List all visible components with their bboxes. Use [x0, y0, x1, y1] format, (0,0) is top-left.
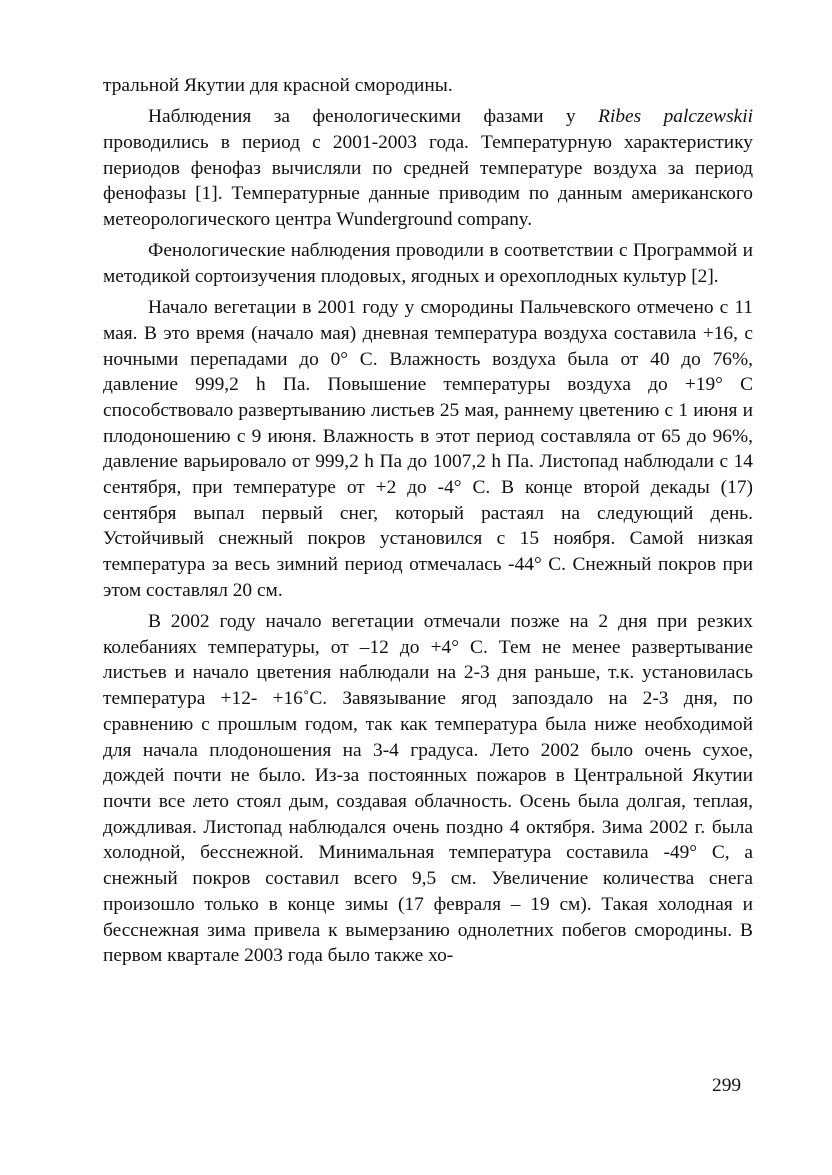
species-name: Ribes palczewskii	[598, 106, 753, 128]
paragraph-observations	[103, 104, 753, 233]
page-number: 299	[712, 1075, 742, 1096]
paragraph-methodology: Фенологические наблюдения проводили в соответствии с Программой и методикой сортоизучения плодовых, ягодных и орехоплодных культур [2].	[103, 240, 753, 287]
paragraph-season-2002: В 2002 году начало вегетации отмечали позже на 2 дня при резких колебаниях температуры, от –12 до +4° С. Тем не менее развертывание листьев и начало цветения наблюдали на 2-3 дня раньше, т.к. установилась температура +12- +16˚С. Завязывание ягод запоздало на 2-3 дня, по сравнению с прошлым годом, так как температура была ниже необходимой для начала плодоношения на 3-4 градуса. Лето 2002 было очень сухое, дождей почти не было. Из-за постоянных пожаров в Центральной Якутии почти все лето стоял дым, создавая облачность. Осень была долгая, теплая, дождливая. Листопад наблюдался очень поздно 4 октября. Зима 2002 г. была холодной, бесснежной. Минимальная температура составила -49° С, а снежный покров составил всего 9,5 см. Увеличение количества снега произошло только в конце зимы (17 февраля – 19 см). Такая холодная и бесснежная зима привела к вымерзанию однолетних побегов смородины. В первом квартале 2003 года было также хо-	[103, 611, 753, 967]
paragraph-observations-text-start: Наблюдения за фенологическими фазами у	[148, 106, 599, 128]
paragraph-observations-text-end: проводились в период с 2001-2003 года. Температурную характеристику периодов фенофаз вычисляли по средней температуре воздуха за период фенофазы [1]. Температурные данные приводим по данным американского метеорологического центра Wunderground company.	[103, 131, 753, 231]
page-body	[103, 73, 753, 974]
paragraph-continuation: тральной Якутии для красной смородины.	[103, 75, 453, 96]
paragraph-season-2001: Начало вегетации в 2001 году у смородины Пальчевского отмечено с 11 мая. В это время (начало мая) дневная температура воздуха составила +16, с ночными перепадами до 0° С. Влажность воздуха была от 40 до 76%, давление 999,2 h Па. Повышение температуры воздуха до +19° С способствовало развертыванию листьев 25 мая, раннему цветению с 1 июня и плодоношению с 9 июня. Влажность в этот период составляла от 65 до 96%, давление варьировало от 999,2 h Па до 1007,2 h Па. Листопад наблюдали с 14 сентября, при температуре от +2 до -4° С. В конце второй декады (17) сентября выпал первый снег, который растаял на следующий день. Устойчивый снежный покров установился с 15 ноября. Самой низкая температура за весь зимний период отмечалась -44° С. Снежный покров при этом составлял 20 см.	[103, 297, 753, 601]
